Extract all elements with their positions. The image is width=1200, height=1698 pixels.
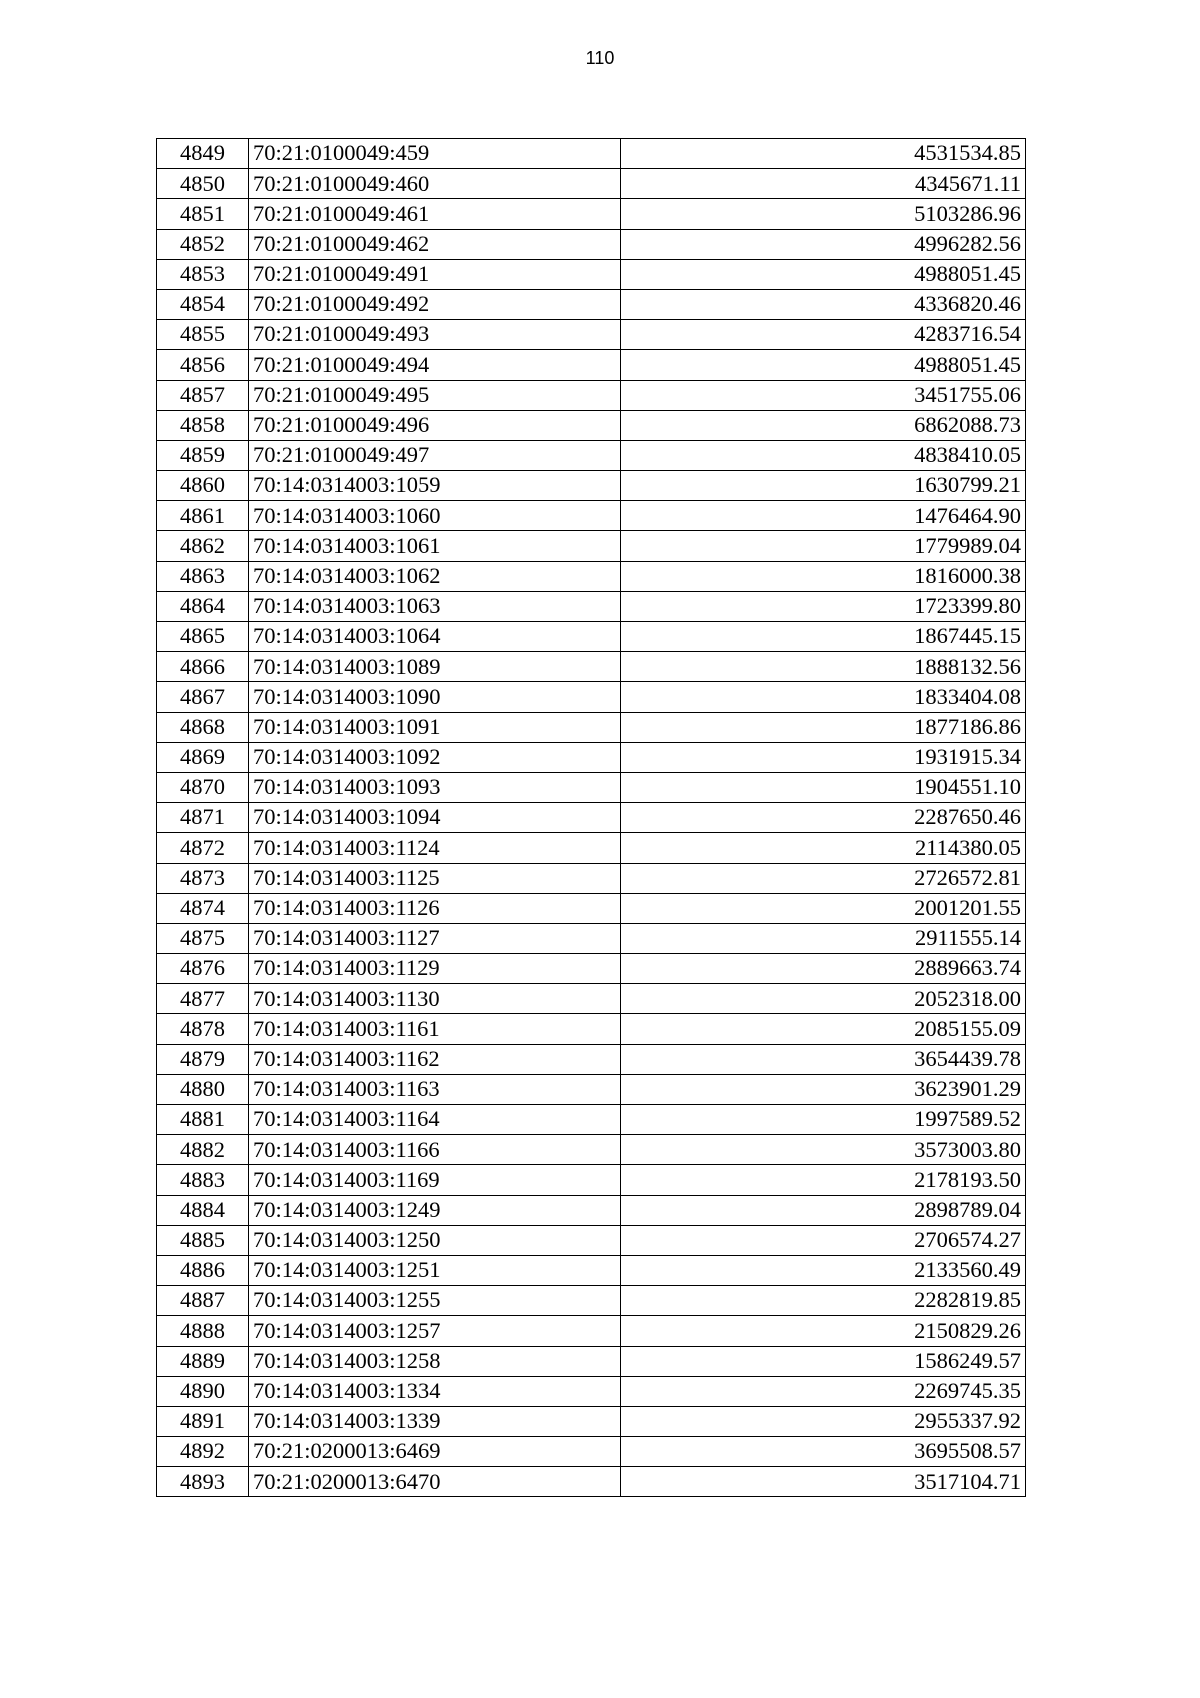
row-number-cell: 4886: [157, 1255, 249, 1285]
table-row: [157, 1014, 1026, 1044]
table-row: [157, 1376, 1026, 1406]
row-number-cell: 4866: [157, 652, 249, 682]
row-number-cell: 4865: [157, 622, 249, 652]
table-row: [157, 1225, 1026, 1255]
cadastral-number-cell: 70:14:0314003:1257: [249, 1316, 621, 1346]
cadastral-number-cell: 70:14:0314003:1169: [249, 1165, 621, 1195]
row-number-cell: 4878: [157, 1014, 249, 1044]
row-number-cell: 4852: [157, 229, 249, 259]
row-number-cell: 4869: [157, 742, 249, 772]
cadastral-number-cell: 70:14:0314003:1062: [249, 561, 621, 591]
table-body: [157, 139, 1026, 1497]
cadastral-value-cell: 5103286.96: [621, 199, 1026, 229]
cadastral-number-cell: 70:21:0100049:492: [249, 289, 621, 319]
cadastral-value-cell: 2706574.27: [621, 1225, 1026, 1255]
cadastral-value-cell: 1904551.10: [621, 772, 1026, 802]
row-number-cell: 4890: [157, 1376, 249, 1406]
table-row: [157, 1195, 1026, 1225]
cadastral-number-cell: 70:14:0314003:1126: [249, 893, 621, 923]
table-row: [157, 652, 1026, 682]
cadastral-value-cell: 4988051.45: [621, 259, 1026, 289]
row-number-cell: 4862: [157, 531, 249, 561]
table-row: [157, 863, 1026, 893]
row-number-cell: 4881: [157, 1105, 249, 1135]
row-number-cell: 4870: [157, 772, 249, 802]
cadastral-number-cell: 70:14:0314003:1164: [249, 1105, 621, 1135]
cadastral-value-cell: 2282819.85: [621, 1286, 1026, 1316]
cadastral-value-cell: 2133560.49: [621, 1255, 1026, 1285]
cadastral-value-cell: 1816000.38: [621, 561, 1026, 591]
table-row: [157, 229, 1026, 259]
cadastral-number-cell: 70:14:0314003:1258: [249, 1346, 621, 1376]
cadastral-value-cell: 1476464.90: [621, 501, 1026, 531]
cadastral-number-cell: 70:14:0314003:1249: [249, 1195, 621, 1225]
row-number-cell: 4858: [157, 410, 249, 440]
cadastral-number-cell: 70:14:0314003:1163: [249, 1074, 621, 1104]
row-number-cell: 4887: [157, 1286, 249, 1316]
cadastral-value-cell: 2001201.55: [621, 893, 1026, 923]
table-row: [157, 742, 1026, 772]
table-row: [157, 440, 1026, 470]
cadastral-value-cell: 4988051.45: [621, 350, 1026, 380]
row-number-cell: 4867: [157, 682, 249, 712]
row-number-cell: 4863: [157, 561, 249, 591]
cadastral-number-cell: 70:14:0314003:1059: [249, 471, 621, 501]
cadastral-number-cell: 70:21:0100049:495: [249, 380, 621, 410]
table-row: [157, 199, 1026, 229]
cadastral-value-cell: 3573003.80: [621, 1135, 1026, 1165]
row-number-cell: 4879: [157, 1044, 249, 1074]
cadastral-value-cell: 2726572.81: [621, 863, 1026, 893]
cadastral-value-cell: 3517104.71: [621, 1467, 1026, 1497]
table-row: [157, 1105, 1026, 1135]
cadastral-number-cell: 70:21:0100049:493: [249, 320, 621, 350]
table-row: [157, 591, 1026, 621]
cadastral-value-cell: 2178193.50: [621, 1165, 1026, 1195]
cadastral-value-cell: 1630799.21: [621, 471, 1026, 501]
row-number-cell: 4850: [157, 169, 249, 199]
cadastral-number-cell: 70:14:0314003:1162: [249, 1044, 621, 1074]
row-number-cell: 4893: [157, 1467, 249, 1497]
cadastral-value-cell: 4531534.85: [621, 139, 1026, 169]
cadastral-number-cell: 70:21:0100049:496: [249, 410, 621, 440]
table-row: [157, 954, 1026, 984]
cadastral-value-cell: 3623901.29: [621, 1074, 1026, 1104]
row-number-cell: 4859: [157, 440, 249, 470]
row-number-cell: 4855: [157, 320, 249, 350]
table-row: [157, 259, 1026, 289]
row-number-cell: 4853: [157, 259, 249, 289]
cadastral-number-cell: 70:14:0314003:1125: [249, 863, 621, 893]
table-row: [157, 561, 1026, 591]
table-row: [157, 803, 1026, 833]
cadastral-number-cell: 70:14:0314003:1093: [249, 772, 621, 802]
cadastral-number-cell: 70:14:0314003:1090: [249, 682, 621, 712]
table-row: [157, 169, 1026, 199]
cadastral-value-cell: 3654439.78: [621, 1044, 1026, 1074]
cadastral-value-cell: 3695508.57: [621, 1437, 1026, 1467]
cadastral-number-cell: 70:14:0314003:1063: [249, 591, 621, 621]
row-number-cell: 4884: [157, 1195, 249, 1225]
table-row: [157, 712, 1026, 742]
cadastral-number-cell: 70:21:0100049:462: [249, 229, 621, 259]
cadastral-number-cell: 70:21:0100049:460: [249, 169, 621, 199]
table-row: [157, 1406, 1026, 1436]
cadastral-number-cell: 70:21:0100049:459: [249, 139, 621, 169]
cadastral-number-cell: 70:14:0314003:1061: [249, 531, 621, 561]
row-number-cell: 4860: [157, 471, 249, 501]
cadastral-value-cell: 1723399.80: [621, 591, 1026, 621]
cadastral-value-cell: 1586249.57: [621, 1346, 1026, 1376]
cadastral-number-cell: 70:14:0314003:1250: [249, 1225, 621, 1255]
cadastral-value-cell: 2911555.14: [621, 923, 1026, 953]
table-row: [157, 984, 1026, 1014]
cadastral-value-cell: 1833404.08: [621, 682, 1026, 712]
cadastral-number-cell: 70:14:0314003:1339: [249, 1406, 621, 1436]
cadastral-value-cell: 4838410.05: [621, 440, 1026, 470]
table-row: [157, 289, 1026, 319]
row-number-cell: 4888: [157, 1316, 249, 1346]
table-row: [157, 410, 1026, 440]
row-number-cell: 4877: [157, 984, 249, 1014]
row-number-cell: 4851: [157, 199, 249, 229]
table-row: [157, 350, 1026, 380]
cadastral-value-cell: 1779989.04: [621, 531, 1026, 561]
cadastral-value-cell: 4345671.11: [621, 169, 1026, 199]
cadastral-number-cell: 70:21:0100049:497: [249, 440, 621, 470]
row-number-cell: 4868: [157, 712, 249, 742]
table-row: [157, 1255, 1026, 1285]
row-number-cell: 4885: [157, 1225, 249, 1255]
cadastral-value-cell: 1931915.34: [621, 742, 1026, 772]
cadastral-number-cell: 70:21:0100049:494: [249, 350, 621, 380]
cadastral-value-cell: 2898789.04: [621, 1195, 1026, 1225]
table-row: [157, 501, 1026, 531]
cadastral-number-cell: 70:14:0314003:1060: [249, 501, 621, 531]
table-row: [157, 531, 1026, 561]
cadastral-number-cell: 70:14:0314003:1255: [249, 1286, 621, 1316]
cadastral-number-cell: 70:21:0200013:6470: [249, 1467, 621, 1497]
cadastral-value-cell: 2085155.09: [621, 1014, 1026, 1044]
cadastral-number-cell: 70:14:0314003:1089: [249, 652, 621, 682]
cadastral-number-cell: 70:14:0314003:1129: [249, 954, 621, 984]
row-number-cell: 4892: [157, 1437, 249, 1467]
cadastral-value-cell: 1877186.86: [621, 712, 1026, 742]
cadastral-number-cell: 70:14:0314003:1166: [249, 1135, 621, 1165]
cadastral-value-cell: 2269745.35: [621, 1376, 1026, 1406]
table-row: [157, 682, 1026, 712]
row-number-cell: 4854: [157, 289, 249, 319]
table-row: [157, 320, 1026, 350]
cadastral-number-cell: 70:14:0314003:1251: [249, 1255, 621, 1285]
cadastral-number-cell: 70:21:0100049:461: [249, 199, 621, 229]
cadastral-value-cell: 4336820.46: [621, 289, 1026, 319]
cadastral-number-cell: 70:14:0314003:1094: [249, 803, 621, 833]
table-row: [157, 893, 1026, 923]
table-row: [157, 1346, 1026, 1376]
row-number-cell: 4857: [157, 380, 249, 410]
table-row: [157, 1467, 1026, 1497]
cadastral-number-cell: 70:14:0314003:1161: [249, 1014, 621, 1044]
cadastral-number-cell: 70:21:0200013:6469: [249, 1437, 621, 1467]
row-number-cell: 4861: [157, 501, 249, 531]
cadastral-value-cell: 2287650.46: [621, 803, 1026, 833]
cadastral-value-cell: 2150829.26: [621, 1316, 1026, 1346]
table-row: [157, 139, 1026, 169]
cadastral-number-cell: 70:14:0314003:1334: [249, 1376, 621, 1406]
cadastral-number-cell: 70:14:0314003:1092: [249, 742, 621, 772]
cadastral-number-cell: 70:21:0100049:491: [249, 259, 621, 289]
table-row: [157, 380, 1026, 410]
table-row: [157, 1316, 1026, 1346]
table-row: [157, 1135, 1026, 1165]
row-number-cell: 4856: [157, 350, 249, 380]
cadastral-value-cell: 1867445.15: [621, 622, 1026, 652]
table-row: [157, 772, 1026, 802]
cadastral-value-cell: 2114380.05: [621, 833, 1026, 863]
row-number-cell: 4882: [157, 1135, 249, 1165]
cadastral-value-cell: 3451755.06: [621, 380, 1026, 410]
row-number-cell: 4876: [157, 954, 249, 984]
row-number-cell: 4880: [157, 1074, 249, 1104]
cadastral-number-cell: 70:14:0314003:1064: [249, 622, 621, 652]
table-row: [157, 1165, 1026, 1195]
row-number-cell: 4871: [157, 803, 249, 833]
table-row: [157, 1074, 1026, 1104]
row-number-cell: 4874: [157, 893, 249, 923]
table-row: [157, 833, 1026, 863]
cadastral-value-cell: 2889663.74: [621, 954, 1026, 984]
row-number-cell: 4875: [157, 923, 249, 953]
row-number-cell: 4891: [157, 1406, 249, 1436]
page-number: 110: [585, 48, 615, 68]
cadastral-value-cell: 1888132.56: [621, 652, 1026, 682]
table-row: [157, 622, 1026, 652]
table-row: [157, 1044, 1026, 1074]
cadastral-value-cell: 1997589.52: [621, 1105, 1026, 1135]
row-number-cell: 4883: [157, 1165, 249, 1195]
table-row: [157, 1286, 1026, 1316]
table-row: [157, 1437, 1026, 1467]
cadastral-value-cell: 4283716.54: [621, 320, 1026, 350]
cadastral-number-cell: 70:14:0314003:1130: [249, 984, 621, 1014]
cadastral-value-cell: 2955337.92: [621, 1406, 1026, 1436]
cadastral-number-cell: 70:14:0314003:1124: [249, 833, 621, 863]
table-row: [157, 471, 1026, 501]
row-number-cell: 4873: [157, 863, 249, 893]
cadastral-value-cell: 6862088.73: [621, 410, 1026, 440]
cadastral-value-table: [156, 138, 1026, 1497]
row-number-cell: 4872: [157, 833, 249, 863]
row-number-cell: 4889: [157, 1346, 249, 1376]
cadastral-number-cell: 70:14:0314003:1127: [249, 923, 621, 953]
table-row: [157, 923, 1026, 953]
row-number-cell: 4864: [157, 591, 249, 621]
cadastral-number-cell: 70:14:0314003:1091: [249, 712, 621, 742]
row-number-cell: 4849: [157, 139, 249, 169]
cadastral-value-cell: 2052318.00: [621, 984, 1026, 1014]
cadastral-value-cell: 4996282.56: [621, 229, 1026, 259]
